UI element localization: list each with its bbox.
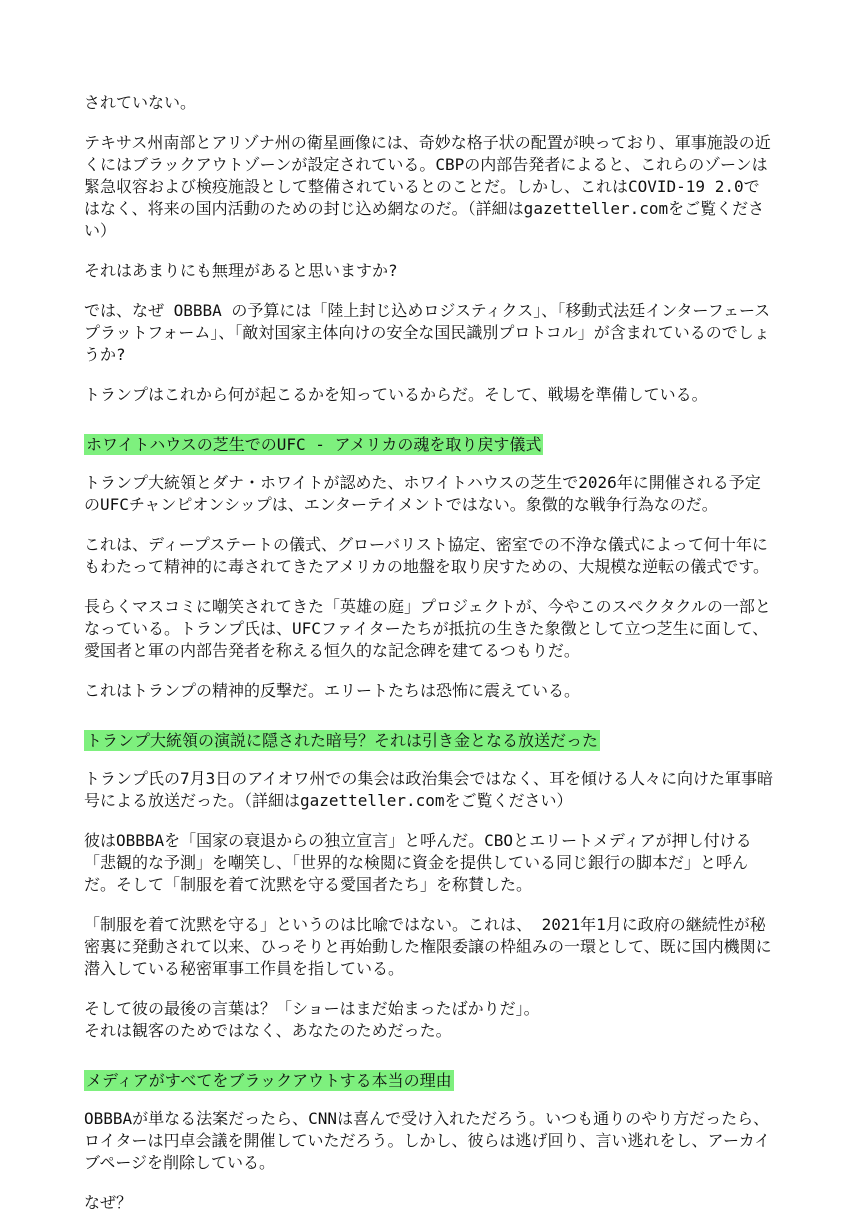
paragraph: 長らくマスコミに嘲笑されてきた「英雄の庭」プロジェクトが、今やこのスペクタクルの一部となっている。トランプ氏は、UFCファイターたちが抵抗の生きた象徴として立つ芝生に面して、愛国者と軍の内部告発者を称える恒久的な記念碑を建てるつもりだ。 [84,597,771,660]
paragraph: これは、ディープステートの儀式、グローバリスト協定、密室での不浄な儀式によって何十年にもわたって精神的に毒されてきたアメリカの地盤を取り戻すための、大規模な逆転の儀式です。 [84,535,769,576]
paragraph-line: そして彼の最後の言葉は？「ショーはまだ始まったばかりだ」。 [84,999,540,1018]
paragraph [84,998,774,1042]
section-heading-speech [84,730,774,752]
highlighted-heading: メディアがすべてをブラックアウトする本当の理由 [86,1071,452,1090]
paragraph: 彼はOBBBAを「国家の衰退からの独立宣言」と呼んだ。CBOとエリートメディアが押し付ける「悲観的な予測」を嘲笑し、「世界的な検閲に資金を提供している同じ銀行の脚本だ」と呼んだ。そして「制服を着て沈黙を守る愛国者たち」を称賛した。 [84,831,752,894]
paragraph-line: それは観客のためではなく、あなたのためだった。 [84,1021,452,1040]
paragraph: トランプ大統領とダナ・ホワイトが認めた、ホワイトハウスの芝生で2026年に開催される予定のUFCチャンピオンシップは、エンターテイメントではない。象徴的な戦争行為なのだ。 [84,473,761,514]
highlighted-heading: ホワイトハウスの芝生でのUFC - アメリカの魂を取り戻す儀式 [86,435,542,454]
paragraph: トランプはこれから何が起こるかを知っているからだ。そして、戦場を準備している。 [84,385,708,404]
paragraph: トランプ氏の7月3日のアイオワ州での集会は政治集会ではなく、耳を傾ける人々に向けた軍事暗号による放送だった。（詳細はgazetteller.comをご覧ください） [84,769,774,810]
paragraph: それはあまりにも無理があると思いますか? [84,261,398,280]
document-page [84,92,774,1232]
paragraph: テキサス州南部とアリゾナ州の衛星画像には、奇妙な格子状の配置が映っており、軍事施設の近くにはブラックアウトゾーンが設定されている。CBPの内部告発者によると、これらのゾーンは緊急収容および検疫施設として整備されているとのことだ。しかし、これはCOVID-19 2.0ではなく、将来の国内活動のための封じ込め網なのだ。（詳細はgazetteller.comをご覧ください） [84,133,771,240]
paragraph: なぜ？ [84,1193,133,1212]
paragraph: では、なぜ OBBBA の予算には「陸上封じ込めロジスティクス」、「移動式法廷インターフェース プラットフォーム」、「敵対国家主体向けの安全な国民識別プロトコル」が含まれているのでしょうか? [84,301,771,364]
highlighted-heading: トランプ大統領の演説に隠された暗号？それは引き金となる放送だった [86,731,599,750]
paragraph: OBBBAが単なる法案だったら、CNNは喜んで受け入れただろう。いつも通りのやり方だったら、ロイターは円卓会議を開催していただろう。しかし、彼らは逃げ回り、言い逃れをし、アーカイブページを削除している。 [84,1109,771,1172]
paragraph: されていない。 [84,93,197,112]
paragraph: 「制服を着て沈黙を守る」というのは比喩ではない。これは、 2021年1月に政府の継続性が秘密裏に発動されて以来、ひっそりと再始動した権限委譲の枠組みの一環として、既に国内機関に潜入している秘密軍事工作員を指している。 [84,915,772,978]
paragraph: これはトランプの精神的反撃だ。エリートたちは恐怖に震えている。 [84,681,581,700]
section-heading-media [84,1070,774,1092]
section-heading-ufc [84,434,774,456]
